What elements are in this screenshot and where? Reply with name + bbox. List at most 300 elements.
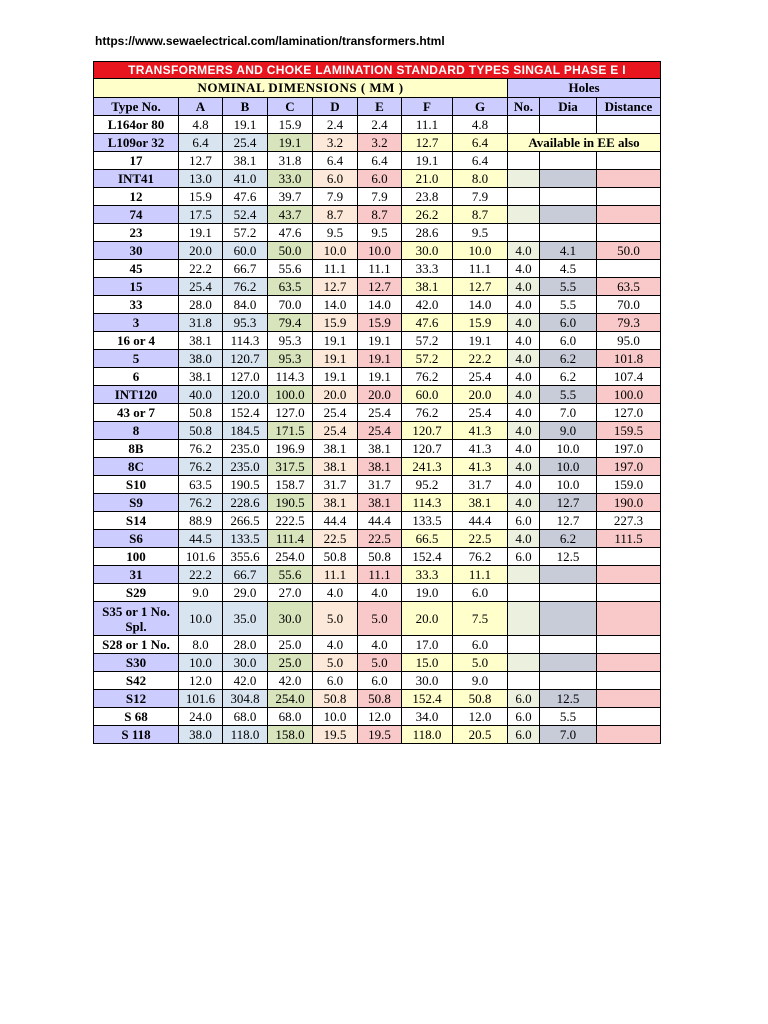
dim-b-cell: 76.2 bbox=[223, 278, 268, 296]
dia-cell bbox=[540, 636, 597, 654]
distance-cell bbox=[597, 708, 661, 726]
holes-no-cell: 4.0 bbox=[508, 260, 540, 278]
holes-no-cell: 6.0 bbox=[508, 548, 540, 566]
dim-d-cell: 6.4 bbox=[313, 152, 358, 170]
dim-a-cell: 9.0 bbox=[179, 584, 223, 602]
table-row bbox=[94, 332, 661, 350]
dim-e-cell: 4.0 bbox=[358, 636, 402, 654]
dim-e-cell: 4.0 bbox=[358, 584, 402, 602]
dim-a-cell: 88.9 bbox=[179, 512, 223, 530]
type-cell: 31 bbox=[94, 566, 179, 584]
type-cell: 8C bbox=[94, 458, 179, 476]
table-row bbox=[94, 672, 661, 690]
dim-a-cell: 19.1 bbox=[179, 224, 223, 242]
column-header-a: A bbox=[179, 98, 223, 116]
dim-c-cell: 111.4 bbox=[268, 530, 313, 548]
type-cell: 33 bbox=[94, 296, 179, 314]
dim-c-cell: 158.7 bbox=[268, 476, 313, 494]
distance-cell bbox=[597, 690, 661, 708]
dim-g-cell: 50.8 bbox=[453, 690, 508, 708]
dia-cell: 5.5 bbox=[540, 708, 597, 726]
column-header-e: E bbox=[358, 98, 402, 116]
holes-no-cell: 6.0 bbox=[508, 708, 540, 726]
distance-cell: 159.0 bbox=[597, 476, 661, 494]
dim-b-cell: 29.0 bbox=[223, 584, 268, 602]
table-row bbox=[94, 476, 661, 494]
dim-f-cell: 30.0 bbox=[402, 242, 453, 260]
dim-d-cell: 19.5 bbox=[313, 726, 358, 744]
distance-cell bbox=[597, 548, 661, 566]
distance-cell bbox=[597, 260, 661, 278]
column-header-distance: Distance bbox=[597, 98, 661, 116]
dim-e-cell: 50.8 bbox=[358, 690, 402, 708]
dim-a-cell: 22.2 bbox=[179, 566, 223, 584]
distance-cell bbox=[597, 116, 661, 134]
dim-e-cell: 22.5 bbox=[358, 530, 402, 548]
dim-e-cell: 2.4 bbox=[358, 116, 402, 134]
distance-cell bbox=[597, 224, 661, 242]
type-cell: 45 bbox=[94, 260, 179, 278]
holes-no-cell: 4.0 bbox=[508, 476, 540, 494]
dim-g-cell: 4.8 bbox=[453, 116, 508, 134]
column-header-row bbox=[94, 98, 661, 116]
dim-b-cell: 95.3 bbox=[223, 314, 268, 332]
table-row bbox=[94, 224, 661, 242]
dim-e-cell: 12.0 bbox=[358, 708, 402, 726]
dim-d-cell: 25.4 bbox=[313, 422, 358, 440]
dim-e-cell: 31.7 bbox=[358, 476, 402, 494]
dim-f-cell: 152.4 bbox=[402, 690, 453, 708]
dim-c-cell: 254.0 bbox=[268, 548, 313, 566]
holes-no-cell bbox=[508, 116, 540, 134]
table-row bbox=[94, 548, 661, 566]
dim-b-cell: 133.5 bbox=[223, 530, 268, 548]
dim-e-cell: 19.1 bbox=[358, 332, 402, 350]
dim-b-cell: 57.2 bbox=[223, 224, 268, 242]
dim-b-cell: 60.0 bbox=[223, 242, 268, 260]
type-cell: S9 bbox=[94, 494, 179, 512]
dim-b-cell: 35.0 bbox=[223, 602, 268, 636]
distance-cell bbox=[597, 170, 661, 188]
dim-e-cell: 3.2 bbox=[358, 134, 402, 152]
dim-d-cell: 10.0 bbox=[313, 708, 358, 726]
holes-no-cell: 6.0 bbox=[508, 726, 540, 744]
type-cell: 23 bbox=[94, 224, 179, 242]
dim-b-cell: 25.4 bbox=[223, 134, 268, 152]
dim-g-cell: 7.9 bbox=[453, 188, 508, 206]
dim-f-cell: 34.0 bbox=[402, 708, 453, 726]
dim-a-cell: 44.5 bbox=[179, 530, 223, 548]
dim-d-cell: 5.0 bbox=[313, 602, 358, 636]
nominal-dimensions-header: NOMINAL DIMENSIONS ( MM ) bbox=[94, 79, 508, 98]
dim-a-cell: 38.0 bbox=[179, 350, 223, 368]
dim-c-cell: 222.5 bbox=[268, 512, 313, 530]
dim-g-cell: 6.4 bbox=[453, 134, 508, 152]
dim-c-cell: 50.0 bbox=[268, 242, 313, 260]
dia-cell: 4.1 bbox=[540, 242, 597, 260]
distance-cell: 70.0 bbox=[597, 296, 661, 314]
holes-no-cell: 4.0 bbox=[508, 440, 540, 458]
table-row bbox=[94, 566, 661, 584]
dim-a-cell: 17.5 bbox=[179, 206, 223, 224]
column-header-holes-no: No. bbox=[508, 98, 540, 116]
dia-cell: 5.5 bbox=[540, 386, 597, 404]
dim-f-cell: 17.0 bbox=[402, 636, 453, 654]
dim-b-cell: 66.7 bbox=[223, 260, 268, 278]
dim-e-cell: 15.9 bbox=[358, 314, 402, 332]
dim-a-cell: 76.2 bbox=[179, 440, 223, 458]
holes-no-cell bbox=[508, 654, 540, 672]
dim-f-cell: 12.7 bbox=[402, 134, 453, 152]
table-row bbox=[94, 726, 661, 744]
dim-e-cell: 14.0 bbox=[358, 296, 402, 314]
dia-cell: 12.5 bbox=[540, 690, 597, 708]
dia-cell: 10.0 bbox=[540, 440, 597, 458]
dim-g-cell: 20.5 bbox=[453, 726, 508, 744]
table-row bbox=[94, 602, 661, 636]
type-cell: S35 or 1 No. Spl. bbox=[94, 602, 179, 636]
dim-c-cell: 254.0 bbox=[268, 690, 313, 708]
dim-d-cell: 38.1 bbox=[313, 494, 358, 512]
holes-no-cell: 4.0 bbox=[508, 350, 540, 368]
distance-cell bbox=[597, 584, 661, 602]
dim-e-cell: 6.0 bbox=[358, 170, 402, 188]
dim-c-cell: 19.1 bbox=[268, 134, 313, 152]
dim-e-cell: 50.8 bbox=[358, 548, 402, 566]
dim-a-cell: 25.4 bbox=[179, 278, 223, 296]
type-cell: 3 bbox=[94, 314, 179, 332]
dia-cell bbox=[540, 170, 597, 188]
table-row bbox=[94, 152, 661, 170]
dim-a-cell: 15.9 bbox=[179, 188, 223, 206]
dim-f-cell: 120.7 bbox=[402, 422, 453, 440]
type-cell: S6 bbox=[94, 530, 179, 548]
type-cell: S14 bbox=[94, 512, 179, 530]
dia-cell: 7.0 bbox=[540, 726, 597, 744]
dia-cell: 5.5 bbox=[540, 278, 597, 296]
dim-f-cell: 33.3 bbox=[402, 566, 453, 584]
dim-e-cell: 11.1 bbox=[358, 260, 402, 278]
dia-cell: 6.2 bbox=[540, 530, 597, 548]
column-header-c: C bbox=[268, 98, 313, 116]
dim-e-cell: 5.0 bbox=[358, 602, 402, 636]
distance-cell: 159.5 bbox=[597, 422, 661, 440]
table-row bbox=[94, 422, 661, 440]
dia-cell: 7.0 bbox=[540, 404, 597, 422]
dim-f-cell: 47.6 bbox=[402, 314, 453, 332]
dim-d-cell: 22.5 bbox=[313, 530, 358, 548]
type-cell: INT41 bbox=[94, 170, 179, 188]
type-cell: INT120 bbox=[94, 386, 179, 404]
column-header-type: Type No. bbox=[94, 98, 179, 116]
dim-d-cell: 10.0 bbox=[313, 242, 358, 260]
table-row bbox=[94, 188, 661, 206]
table-row bbox=[94, 654, 661, 672]
dim-a-cell: 50.8 bbox=[179, 404, 223, 422]
dim-g-cell: 11.1 bbox=[453, 260, 508, 278]
table-row bbox=[94, 242, 661, 260]
dia-cell bbox=[540, 566, 597, 584]
dim-g-cell: 14.0 bbox=[453, 296, 508, 314]
dim-a-cell: 28.0 bbox=[179, 296, 223, 314]
dim-c-cell: 30.0 bbox=[268, 602, 313, 636]
dim-g-cell: 6.0 bbox=[453, 584, 508, 602]
dim-c-cell: 15.9 bbox=[268, 116, 313, 134]
dim-f-cell: 95.2 bbox=[402, 476, 453, 494]
dim-c-cell: 114.3 bbox=[268, 368, 313, 386]
dim-c-cell: 317.5 bbox=[268, 458, 313, 476]
dim-b-cell: 120.7 bbox=[223, 350, 268, 368]
table-row bbox=[94, 368, 661, 386]
distance-cell: 95.0 bbox=[597, 332, 661, 350]
dim-d-cell: 5.0 bbox=[313, 654, 358, 672]
dim-f-cell: 15.0 bbox=[402, 654, 453, 672]
dim-a-cell: 76.2 bbox=[179, 458, 223, 476]
dim-d-cell: 11.1 bbox=[313, 260, 358, 278]
dim-g-cell: 25.4 bbox=[453, 404, 508, 422]
distance-cell: 190.0 bbox=[597, 494, 661, 512]
dim-a-cell: 10.0 bbox=[179, 602, 223, 636]
dim-a-cell: 38.1 bbox=[179, 332, 223, 350]
holes-no-cell bbox=[508, 188, 540, 206]
dim-c-cell: 33.0 bbox=[268, 170, 313, 188]
distance-cell: 101.8 bbox=[597, 350, 661, 368]
dim-a-cell: 63.5 bbox=[179, 476, 223, 494]
dim-d-cell: 15.9 bbox=[313, 314, 358, 332]
dim-e-cell: 11.1 bbox=[358, 566, 402, 584]
dim-e-cell: 6.0 bbox=[358, 672, 402, 690]
table-row bbox=[94, 260, 661, 278]
holes-no-cell bbox=[508, 224, 540, 242]
dia-cell bbox=[540, 602, 597, 636]
table-row bbox=[94, 458, 661, 476]
type-cell: 16 or 4 bbox=[94, 332, 179, 350]
distance-cell bbox=[597, 188, 661, 206]
dim-b-cell: 235.0 bbox=[223, 458, 268, 476]
holes-no-cell bbox=[508, 566, 540, 584]
dim-d-cell: 6.0 bbox=[313, 672, 358, 690]
dia-cell: 4.5 bbox=[540, 260, 597, 278]
dim-b-cell: 235.0 bbox=[223, 440, 268, 458]
table-title: TRANSFORMERS AND CHOKE LAMINATION STANDARD TYPES SINGAL PHASE E I bbox=[94, 62, 661, 79]
dim-e-cell: 7.9 bbox=[358, 188, 402, 206]
dim-d-cell: 4.0 bbox=[313, 636, 358, 654]
dia-cell: 10.0 bbox=[540, 476, 597, 494]
dim-a-cell: 10.0 bbox=[179, 654, 223, 672]
holes-no-cell bbox=[508, 602, 540, 636]
dim-c-cell: 68.0 bbox=[268, 708, 313, 726]
dim-f-cell: 76.2 bbox=[402, 368, 453, 386]
table-row bbox=[94, 404, 661, 422]
dim-f-cell: 76.2 bbox=[402, 404, 453, 422]
dim-d-cell: 19.1 bbox=[313, 350, 358, 368]
dim-a-cell: 12.7 bbox=[179, 152, 223, 170]
dim-c-cell: 47.6 bbox=[268, 224, 313, 242]
dim-f-cell: 42.0 bbox=[402, 296, 453, 314]
dim-b-cell: 41.0 bbox=[223, 170, 268, 188]
dia-cell bbox=[540, 116, 597, 134]
table-row bbox=[94, 116, 661, 134]
dim-d-cell: 6.0 bbox=[313, 170, 358, 188]
dim-a-cell: 8.0 bbox=[179, 636, 223, 654]
dim-d-cell: 31.7 bbox=[313, 476, 358, 494]
holes-no-cell bbox=[508, 584, 540, 602]
dim-f-cell: 57.2 bbox=[402, 350, 453, 368]
dim-d-cell: 7.9 bbox=[313, 188, 358, 206]
dim-f-cell: 19.0 bbox=[402, 584, 453, 602]
dim-c-cell: 171.5 bbox=[268, 422, 313, 440]
dim-e-cell: 20.0 bbox=[358, 386, 402, 404]
dim-g-cell: 44.4 bbox=[453, 512, 508, 530]
dim-c-cell: 100.0 bbox=[268, 386, 313, 404]
dim-a-cell: 76.2 bbox=[179, 494, 223, 512]
dia-cell: 6.2 bbox=[540, 350, 597, 368]
dim-f-cell: 57.2 bbox=[402, 332, 453, 350]
dim-g-cell: 76.2 bbox=[453, 548, 508, 566]
dim-c-cell: 127.0 bbox=[268, 404, 313, 422]
dim-f-cell: 26.2 bbox=[402, 206, 453, 224]
dim-b-cell: 120.0 bbox=[223, 386, 268, 404]
dim-c-cell: 43.7 bbox=[268, 206, 313, 224]
dim-g-cell: 12.7 bbox=[453, 278, 508, 296]
dim-f-cell: 21.0 bbox=[402, 170, 453, 188]
dim-d-cell: 14.0 bbox=[313, 296, 358, 314]
dim-e-cell: 6.4 bbox=[358, 152, 402, 170]
dim-g-cell: 41.3 bbox=[453, 440, 508, 458]
type-cell: S29 bbox=[94, 584, 179, 602]
dim-d-cell: 11.1 bbox=[313, 566, 358, 584]
table-row bbox=[94, 530, 661, 548]
dim-a-cell: 13.0 bbox=[179, 170, 223, 188]
dim-g-cell: 41.3 bbox=[453, 458, 508, 476]
dia-cell: 12.5 bbox=[540, 548, 597, 566]
holes-no-cell: 4.0 bbox=[508, 314, 540, 332]
distance-cell: 63.5 bbox=[597, 278, 661, 296]
dim-g-cell: 22.5 bbox=[453, 530, 508, 548]
dim-c-cell: 25.0 bbox=[268, 654, 313, 672]
dim-a-cell: 50.8 bbox=[179, 422, 223, 440]
dim-d-cell: 25.4 bbox=[313, 404, 358, 422]
available-note: Available in EE also bbox=[508, 134, 661, 152]
dim-b-cell: 118.0 bbox=[223, 726, 268, 744]
dia-cell bbox=[540, 654, 597, 672]
dim-g-cell: 9.5 bbox=[453, 224, 508, 242]
dim-c-cell: 25.0 bbox=[268, 636, 313, 654]
distance-cell bbox=[597, 672, 661, 690]
table-row bbox=[94, 314, 661, 332]
dim-c-cell: 196.9 bbox=[268, 440, 313, 458]
distance-cell: 111.5 bbox=[597, 530, 661, 548]
dim-a-cell: 101.6 bbox=[179, 690, 223, 708]
holes-no-cell bbox=[508, 672, 540, 690]
dim-d-cell: 20.0 bbox=[313, 386, 358, 404]
dim-f-cell: 30.0 bbox=[402, 672, 453, 690]
source-url: https://www.sewaelectrical.com/lamination/transformers.html bbox=[95, 34, 445, 48]
dim-f-cell: 118.0 bbox=[402, 726, 453, 744]
dim-e-cell: 25.4 bbox=[358, 422, 402, 440]
type-cell: 43 or 7 bbox=[94, 404, 179, 422]
column-header-dia: Dia bbox=[540, 98, 597, 116]
dim-d-cell: 12.7 bbox=[313, 278, 358, 296]
dim-e-cell: 38.1 bbox=[358, 458, 402, 476]
dim-f-cell: 20.0 bbox=[402, 602, 453, 636]
type-cell: S 118 bbox=[94, 726, 179, 744]
dim-e-cell: 19.1 bbox=[358, 350, 402, 368]
dim-c-cell: 190.5 bbox=[268, 494, 313, 512]
dim-b-cell: 114.3 bbox=[223, 332, 268, 350]
dim-b-cell: 38.1 bbox=[223, 152, 268, 170]
dim-c-cell: 95.3 bbox=[268, 332, 313, 350]
dim-a-cell: 12.0 bbox=[179, 672, 223, 690]
dim-a-cell: 31.8 bbox=[179, 314, 223, 332]
dim-d-cell: 38.1 bbox=[313, 440, 358, 458]
dim-d-cell: 50.8 bbox=[313, 548, 358, 566]
dim-g-cell: 12.0 bbox=[453, 708, 508, 726]
dim-b-cell: 184.5 bbox=[223, 422, 268, 440]
holes-no-cell: 4.0 bbox=[508, 458, 540, 476]
dim-d-cell: 4.0 bbox=[313, 584, 358, 602]
dim-c-cell: 55.6 bbox=[268, 260, 313, 278]
dim-g-cell: 38.1 bbox=[453, 494, 508, 512]
type-cell: 15 bbox=[94, 278, 179, 296]
type-cell: L164or 80 bbox=[94, 116, 179, 134]
dim-g-cell: 41.3 bbox=[453, 422, 508, 440]
dim-a-cell: 38.1 bbox=[179, 368, 223, 386]
dim-c-cell: 79.4 bbox=[268, 314, 313, 332]
dim-g-cell: 31.7 bbox=[453, 476, 508, 494]
type-cell: S10 bbox=[94, 476, 179, 494]
type-cell: 17 bbox=[94, 152, 179, 170]
table-row bbox=[94, 636, 661, 654]
holes-no-cell: 4.0 bbox=[508, 404, 540, 422]
column-header-f: F bbox=[402, 98, 453, 116]
holes-header: Holes bbox=[508, 79, 661, 98]
dim-g-cell: 20.0 bbox=[453, 386, 508, 404]
dim-e-cell: 19.5 bbox=[358, 726, 402, 744]
type-cell: S12 bbox=[94, 690, 179, 708]
dim-d-cell: 19.1 bbox=[313, 368, 358, 386]
dim-g-cell: 9.0 bbox=[453, 672, 508, 690]
dim-e-cell: 9.5 bbox=[358, 224, 402, 242]
dim-f-cell: 60.0 bbox=[402, 386, 453, 404]
dim-f-cell: 114.3 bbox=[402, 494, 453, 512]
distance-cell: 197.0 bbox=[597, 458, 661, 476]
dim-f-cell: 28.6 bbox=[402, 224, 453, 242]
dim-e-cell: 25.4 bbox=[358, 404, 402, 422]
distance-cell bbox=[597, 206, 661, 224]
dim-b-cell: 304.8 bbox=[223, 690, 268, 708]
dim-d-cell: 9.5 bbox=[313, 224, 358, 242]
distance-cell bbox=[597, 566, 661, 584]
holes-no-cell: 6.0 bbox=[508, 512, 540, 530]
dim-f-cell: 66.5 bbox=[402, 530, 453, 548]
holes-no-cell: 4.0 bbox=[508, 332, 540, 350]
dim-c-cell: 70.0 bbox=[268, 296, 313, 314]
dim-b-cell: 47.6 bbox=[223, 188, 268, 206]
dim-c-cell: 158.0 bbox=[268, 726, 313, 744]
dia-cell bbox=[540, 672, 597, 690]
dim-g-cell: 15.9 bbox=[453, 314, 508, 332]
dim-d-cell: 50.8 bbox=[313, 690, 358, 708]
dim-f-cell: 152.4 bbox=[402, 548, 453, 566]
dim-b-cell: 190.5 bbox=[223, 476, 268, 494]
dim-b-cell: 84.0 bbox=[223, 296, 268, 314]
column-header-d: D bbox=[313, 98, 358, 116]
table-row bbox=[94, 386, 661, 404]
dim-c-cell: 55.6 bbox=[268, 566, 313, 584]
distance-cell: 197.0 bbox=[597, 440, 661, 458]
table-row bbox=[94, 134, 661, 152]
